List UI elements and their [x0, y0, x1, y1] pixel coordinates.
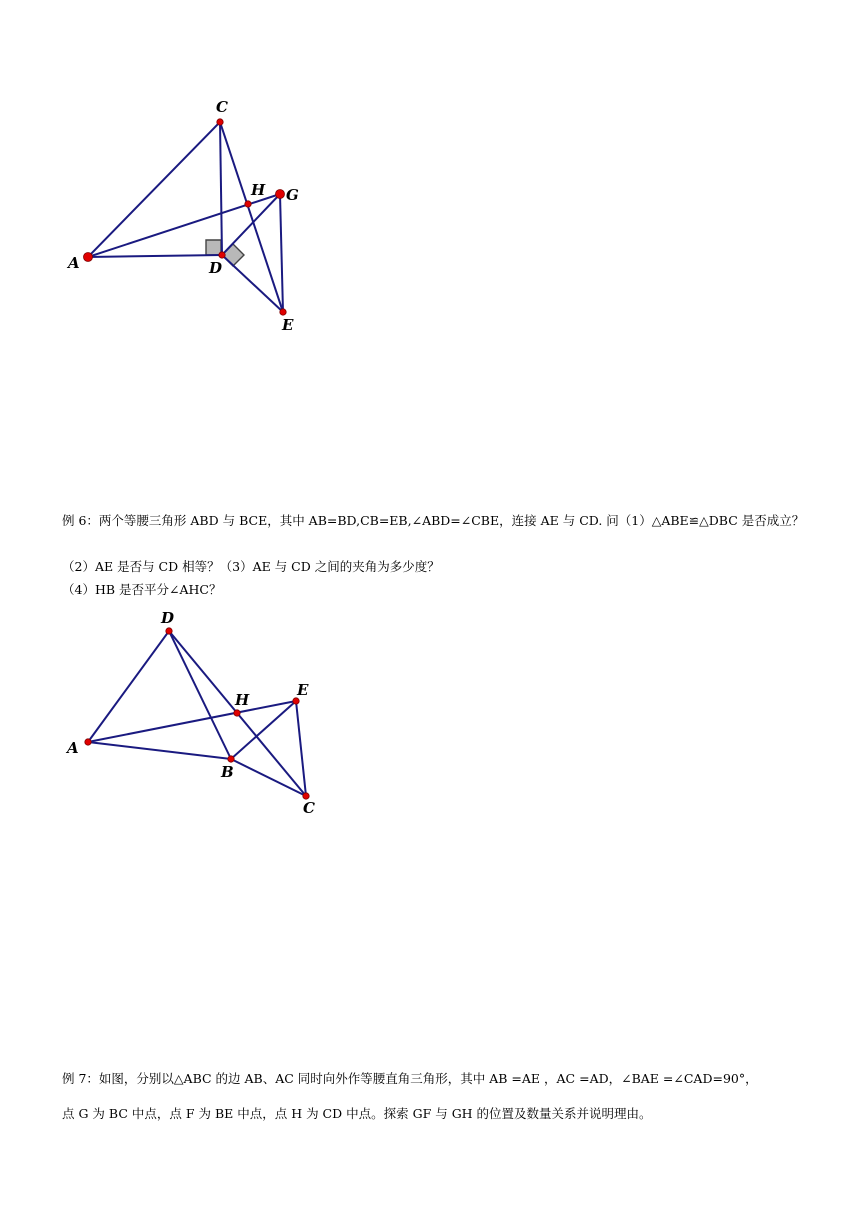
right-angle-mark-adc [206, 240, 221, 255]
point-d [166, 628, 172, 634]
segment-ad [88, 631, 169, 742]
segment-ae [88, 701, 296, 742]
segment-ec [296, 701, 306, 796]
example-6-question-line-2: （2）AE 是否与 CD 相等？（3）AE 与 CD 之间的夹角为多少度？ [62, 559, 440, 574]
point-c [217, 119, 223, 125]
point-h [245, 201, 251, 207]
segment-cd [220, 122, 222, 255]
example-6-question-line-1: 例 6：两个等腰三角形 ABD 与 BCE，其中 AB=BD,CB=EB,∠ABD=∠CBE，连接 AE 与 CD. 问（1）△ABE≌△DBC 是否成立？ [62, 513, 805, 528]
segment-ad [88, 255, 222, 257]
example-7-question-line-2: 点 G 为 BC 中点，点 F 为 BE 中点，点 H 为 CD 中点。探索 GF 与 GH 的位置及数量关系并说明理由。 [62, 1106, 652, 1121]
segment-ge [280, 194, 283, 312]
label-b: B [221, 763, 234, 781]
example-6-question-line-3: （4）HB 是否平分∠AHC？ [62, 582, 222, 597]
point-d [219, 252, 225, 258]
label-h: H [235, 691, 250, 709]
label-h: H [251, 181, 266, 199]
example-7-question-line-1: 例 7：如图，分别以△ABC 的边 AB、AC 同时向外作等腰直角三角形，其中 AB =AE ，AC =AD，∠BAE =∠CAD=90°， [62, 1071, 758, 1086]
label-c: C [303, 799, 315, 817]
segment-be [231, 701, 296, 759]
label-c: C [216, 98, 228, 116]
label-a: A [67, 739, 79, 757]
geometry-figure-1 [0, 0, 400, 345]
label-e: E [282, 316, 294, 334]
point-a [85, 739, 91, 745]
label-a: A [68, 254, 80, 272]
geometry-figure-2 [0, 600, 400, 830]
segment-bc [231, 759, 306, 796]
point-e [280, 309, 286, 315]
label-d: D [209, 259, 223, 277]
point-g [276, 190, 285, 199]
segment-ab [88, 742, 231, 759]
point-b [228, 756, 234, 762]
point-a [84, 253, 93, 262]
segment-ac [88, 122, 220, 257]
label-g: G [286, 186, 299, 204]
label-e: E [297, 681, 309, 699]
label-d: D [161, 609, 175, 627]
point-h [234, 710, 240, 716]
